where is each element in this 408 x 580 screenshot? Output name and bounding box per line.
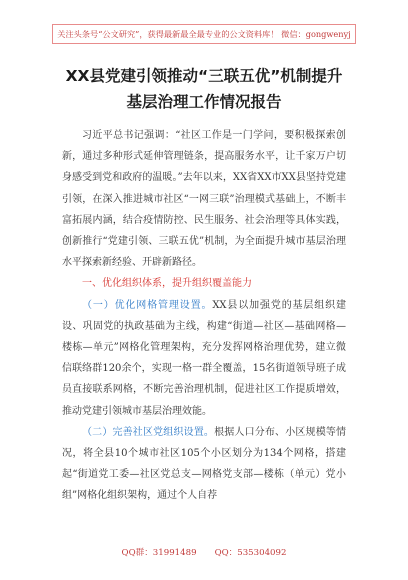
- footer: [0, 546, 408, 558]
- intro-paragraph: 习近平总书记强调：“社区工作是一门学问，要积极探索创新，通过多种形式延伸管理链条，提高服务水平，让千家万户切身感受到党和政府的温暖。”去年以来，XX省XX市XX县坚持党建引领，在深入推进城市社区“一网三联”治理模式基础上，不断丰富拓展内涵，结合疫情防控、民生服务、社会治理等具体实践，创新推行“党建引领、三联五优”机制，为全面提升城市基层治理水平探索新经验、开辟新路径。: [62, 130, 346, 269]
- footer-qq-group: QQ群：31991489: [121, 548, 197, 558]
- subsection-1: [62, 295, 346, 422]
- document-body: [62, 125, 346, 507]
- subsection-2-heading: （二）完善社区党组织设置。: [82, 426, 215, 438]
- subsection-1-heading: （一）优化网格管理设置。: [82, 299, 213, 311]
- top-banner: 关注头条号“公文研究”，获得最新最全最专业的公文资料库！ 微信：gongwenyj: [52, 24, 356, 44]
- subsection-2: [62, 422, 346, 507]
- footer-qq: QQ：535304092: [214, 548, 287, 558]
- document-title-line1: XX县党建引领推动“三联五优”机制提升: [65, 67, 343, 85]
- subsection-1-body: XX县以加强党的基层组织建设、巩固党的执政基础为主线，构建“街道—社区—基础网格—楼栋—单元”网格化管理架构，充分发挥网格治理优势，建立微信联络群120余个，实现一格一群全覆盖，15名街道领导班子成员直接联系网格，不断完善治理机制，促进社区工作提质增效，推动党建引领城市基层治理效能。: [62, 299, 346, 417]
- document-title-line2: 基层治理工作情况报告: [126, 93, 282, 111]
- section-heading-1: 一、优化组织体系，提升组织覆盖能力: [82, 278, 252, 290]
- subsection-2-body: 根据人口分布、小区规模等情况，将全县10个城市社区105个小区划分为134个网格，搭建起“街道党工委—社区党总支—网格党支部—楼栋（单元）党小组”网格化组织架构，通过个人自荐: [62, 426, 347, 502]
